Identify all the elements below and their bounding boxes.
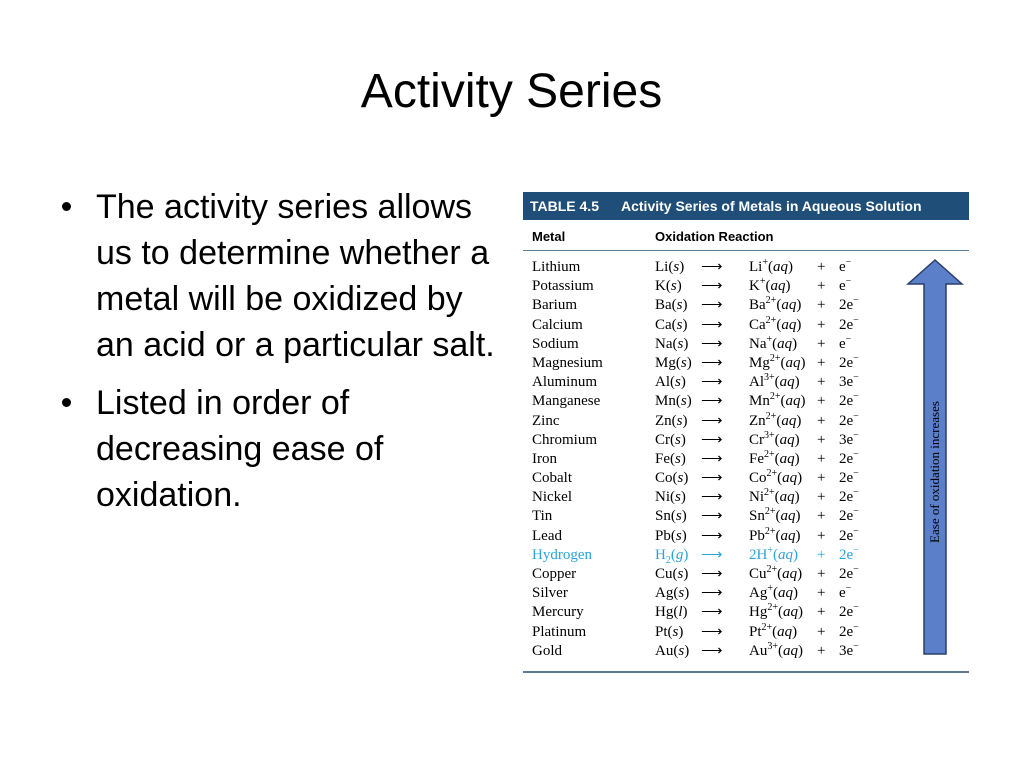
- table-caption: Activity Series of Metals in Aqueous Solution: [621, 198, 922, 214]
- reactant-state: s: [676, 316, 683, 333]
- reactant: Fe(s): [655, 450, 686, 467]
- reactant-state: s: [676, 297, 683, 314]
- table-row: [523, 642, 969, 661]
- product-charge: 2+: [765, 410, 777, 422]
- metal-name: Manganese: [532, 393, 601, 410]
- product-state: aq: [780, 508, 796, 525]
- electrons: e−: [839, 276, 852, 295]
- bullet-dot-icon: [62, 398, 71, 407]
- electron-charge: −: [853, 525, 859, 537]
- reactant: Au(s): [655, 642, 690, 659]
- product: K+(aq): [749, 276, 791, 295]
- electrons: 2e−: [839, 314, 859, 333]
- reactant: Ag(s): [655, 585, 690, 602]
- reactant: Co(s): [655, 470, 689, 487]
- electrons: 2e−: [839, 487, 859, 506]
- activity-series-table: [523, 192, 969, 674]
- product-charge: 2+: [765, 295, 777, 307]
- electrons: 2e−: [839, 621, 859, 640]
- electrons: 2e−: [839, 602, 859, 621]
- reactant-state: g: [675, 546, 684, 563]
- product-charge: 3+: [764, 429, 775, 441]
- product-state: aq: [770, 278, 786, 295]
- product-state: aq: [781, 297, 797, 314]
- table-row: [523, 546, 969, 565]
- reaction-arrow-icon: ⟶: [701, 297, 722, 314]
- electron-charge: −: [853, 621, 859, 633]
- arrow-label: Ease of oxidation increases: [927, 401, 942, 543]
- product-state: aq: [782, 566, 798, 582]
- electrons: 2e−: [839, 564, 859, 582]
- table-row: [523, 412, 969, 431]
- product: Na+(aq): [749, 333, 798, 352]
- reaction-arrow-icon: ⟶: [701, 527, 722, 544]
- metal-name: Barium: [532, 297, 577, 314]
- table-row: [523, 450, 969, 469]
- reactant-state: s: [677, 566, 684, 582]
- product-charge: 2+: [769, 352, 781, 364]
- product: 2H+(aq): [749, 544, 798, 563]
- electron-charge: −: [853, 506, 859, 518]
- reactant: Pt(s): [655, 623, 684, 640]
- electron-charge: −: [853, 602, 859, 614]
- plus-sign: +: [817, 278, 826, 295]
- product-state: aq: [779, 489, 795, 506]
- reaction-arrow-icon: ⟶: [701, 431, 722, 448]
- product-state: aq: [779, 374, 795, 391]
- product-charge: 2+: [764, 487, 775, 499]
- reactant: Na(s): [655, 335, 689, 352]
- plus-sign: +: [817, 585, 826, 602]
- table-row: [523, 623, 969, 642]
- electrons: 2e−: [839, 544, 859, 563]
- plus-sign: +: [817, 412, 826, 429]
- product-state: aq: [779, 450, 795, 467]
- electrons: 2e−: [839, 295, 859, 314]
- product: $Ca^{2+}(aq)$: [749, 314, 802, 333]
- table-row: [523, 258, 969, 277]
- reactant: Ca(s): [655, 316, 688, 333]
- table-bottom-rule: [523, 671, 969, 673]
- electron-charge: −: [853, 429, 859, 441]
- reactant-state: s: [672, 623, 679, 640]
- metal-name: Iron: [532, 450, 557, 467]
- reaction-arrow-icon: ⟶: [701, 412, 722, 429]
- product: $Pb^{2+}(aq)$: [749, 525, 801, 544]
- product-charge: 2+: [764, 506, 776, 518]
- column-header-reaction: Oxidation Reaction: [655, 229, 774, 244]
- plus-sign: +: [817, 374, 826, 391]
- plus-sign: +: [817, 470, 826, 487]
- metal-name: Mercury: [532, 604, 584, 621]
- product-state: aq: [781, 316, 797, 333]
- product-charge: 2+: [761, 621, 773, 633]
- product: $Co^{2+}(aq)$: [749, 468, 803, 487]
- plus-sign: +: [817, 566, 826, 582]
- plus-sign: +: [817, 527, 826, 544]
- reactant-state: s: [680, 354, 687, 371]
- electron-charge: −: [853, 314, 859, 326]
- electron-charge: −: [853, 448, 859, 460]
- reactant-state: s: [670, 278, 677, 295]
- product: Ag+(aq): [749, 583, 798, 602]
- product-state: aq: [777, 335, 793, 352]
- reactant-state: s: [675, 431, 681, 448]
- reactant-state: s: [675, 450, 681, 467]
- reaction-arrow-icon: ⟶: [701, 393, 722, 410]
- product: $Mn^{2+}(aq)$: [749, 391, 806, 410]
- bullet-item: [60, 184, 500, 368]
- electron-charge: −: [845, 257, 852, 268]
- product-state: aq: [782, 470, 798, 487]
- metal-name: Nickel: [532, 489, 572, 506]
- reactant: Zn(s): [655, 412, 688, 429]
- reaction-arrow-icon: ⟶: [701, 470, 722, 487]
- product-charge: +: [767, 583, 773, 595]
- metal-name: Platinum: [532, 623, 587, 640]
- electrons: e−: [839, 333, 852, 352]
- product: Li+(aq): [749, 257, 793, 275]
- slide-title: Activity Series: [360, 65, 663, 118]
- product-charge: 2+: [764, 525, 776, 537]
- table-row: [523, 277, 969, 296]
- electron-charge: −: [853, 352, 859, 364]
- electrons: 2e−: [839, 352, 859, 371]
- reaction-arrow-icon: ⟶: [701, 546, 722, 563]
- product-state: aq: [777, 623, 793, 640]
- product-state: aq: [781, 412, 797, 429]
- product-state: aq: [777, 546, 793, 563]
- metal-name: Lithium: [532, 259, 581, 275]
- metal-name: Lead: [532, 527, 562, 544]
- plus-sign: +: [817, 431, 826, 448]
- metal-name: Calcium: [532, 316, 583, 333]
- electrons: 3e−: [839, 429, 859, 448]
- metal-name: Potassium: [532, 278, 594, 295]
- product-state: aq: [772, 259, 788, 275]
- reaction-arrow-icon: ⟶: [701, 623, 722, 640]
- electron-charge: −: [853, 487, 859, 499]
- table-row: [523, 335, 969, 354]
- column-headers: [523, 220, 969, 251]
- product-charge: +: [766, 333, 773, 345]
- reactant-state: s: [675, 489, 681, 506]
- reactant: Hg(l): [655, 604, 688, 621]
- plus-sign: +: [817, 259, 826, 275]
- electrons: 2e−: [839, 410, 859, 429]
- electron-charge: −: [845, 333, 852, 345]
- product-charge: 2+: [769, 391, 781, 403]
- reactant-state: s: [675, 508, 682, 525]
- product: $Ba^{2+}(aq)$: [749, 295, 802, 314]
- plus-sign: +: [817, 546, 826, 563]
- product-state: aq: [782, 642, 798, 659]
- reactant: Sn(s): [655, 508, 687, 525]
- plus-sign: +: [817, 604, 826, 621]
- plus-sign: +: [817, 354, 826, 371]
- electrons: 3e−: [839, 372, 859, 391]
- plus-sign: +: [817, 335, 826, 352]
- plus-sign: +: [817, 393, 826, 410]
- product: $Ni^{2+}(aq)$: [749, 487, 800, 506]
- electron-charge: −: [853, 391, 859, 403]
- metal-name: Hydrogen: [532, 546, 592, 563]
- plus-sign: +: [817, 489, 826, 506]
- metal-name: Copper: [532, 566, 577, 582]
- product-charge: 2+: [767, 602, 778, 614]
- bullet-text: Listed in order of decreasing ease of oxidation.: [96, 384, 384, 514]
- product-charge: 2+: [766, 564, 778, 575]
- product-charge: 3+: [764, 372, 775, 384]
- column-header-metal: Metal: [532, 229, 566, 244]
- product-state: aq: [782, 604, 798, 621]
- reaction-arrow-icon: ⟶: [701, 489, 722, 506]
- reactant: $H_2(g)$: [655, 546, 689, 566]
- electron-charge: −: [853, 410, 859, 422]
- reactant-state: s: [675, 527, 682, 544]
- reaction-arrow-icon: ⟶: [701, 278, 722, 295]
- reactant-state: s: [673, 259, 680, 275]
- reaction-arrow-icon: ⟶: [701, 354, 722, 371]
- plus-sign: +: [817, 450, 826, 467]
- table-row: [523, 392, 969, 411]
- product-state: aq: [777, 585, 793, 602]
- electron-charge: −: [845, 276, 852, 288]
- reactant: Cu(s): [655, 566, 689, 582]
- reactant-state: s: [676, 412, 683, 429]
- metal-name: Tin: [532, 508, 553, 525]
- table-body: [523, 258, 969, 661]
- table-number: TABLE 4.5: [530, 198, 599, 214]
- table-row: [523, 296, 969, 315]
- product: $Al^{3+}(aq)$: [749, 372, 800, 391]
- electron-charge: −: [853, 564, 859, 575]
- plus-sign: +: [817, 316, 826, 333]
- plus-sign: +: [817, 508, 826, 525]
- table-row: [523, 316, 969, 335]
- product-state: aq: [785, 393, 801, 410]
- bullet-list: [60, 184, 500, 530]
- reaction-arrow-icon: ⟶: [701, 335, 722, 352]
- product-charge: 2+: [766, 468, 778, 480]
- reaction-arrow-icon: ⟶: [701, 642, 722, 659]
- plus-sign: +: [817, 642, 826, 659]
- table-row: [523, 565, 969, 584]
- plus-sign: +: [817, 623, 826, 640]
- product-charge: 2+: [764, 448, 775, 460]
- reactant: Li(s): [655, 259, 685, 275]
- product: $Fe^{2+}(aq)$: [749, 448, 800, 467]
- product-state: aq: [779, 431, 795, 448]
- product-charge: 2+: [765, 314, 777, 326]
- electrons: e−: [839, 257, 852, 275]
- table-row: [523, 507, 969, 526]
- reactant-state: s: [677, 335, 684, 352]
- product: $Au^{3+}(aq)$: [749, 640, 803, 659]
- table-row: [523, 354, 969, 373]
- product-charge: 3+: [767, 640, 778, 652]
- reactant-state: s: [680, 393, 687, 410]
- product: $Zn^{2+}(aq)$: [749, 410, 802, 429]
- product-state: aq: [785, 354, 801, 371]
- electrons: 2e−: [839, 525, 859, 544]
- reaction-arrow-icon: ⟶: [701, 585, 722, 602]
- electrons: e−: [839, 583, 852, 602]
- plus-sign: +: [817, 297, 826, 314]
- electrons: 2e−: [839, 391, 859, 410]
- reactant: Cr(s): [655, 431, 686, 448]
- product: $Pt^{2+}(aq)$: [749, 621, 798, 640]
- bullet-dot-icon: [62, 202, 71, 211]
- reactant-state: s: [678, 585, 685, 602]
- reactant-state: l: [678, 604, 683, 621]
- electron-charge: −: [853, 295, 859, 307]
- reactant: Al(s): [655, 374, 686, 391]
- reaction-arrow-icon: ⟶: [701, 604, 722, 621]
- electron-charge: −: [853, 544, 859, 556]
- metal-name: Chromium: [532, 431, 598, 448]
- product-state: aq: [780, 527, 796, 544]
- reactant-state: s: [678, 642, 685, 659]
- product-charge: +: [767, 544, 773, 556]
- product: $Cr^{3+}(aq)$: [749, 429, 800, 448]
- electron-charge: −: [853, 640, 859, 652]
- reactant-state: s: [675, 374, 681, 391]
- reactant: Mn(s): [655, 393, 692, 410]
- bullet-item: [60, 380, 500, 518]
- bullet-text: The activity series allows us to determine whether a metal will be oxidized by an acid or a particular salt.: [96, 188, 495, 364]
- reactant: Ba(s): [655, 297, 688, 314]
- reaction-arrow-icon: ⟶: [701, 316, 722, 333]
- reactant: K(s): [655, 278, 682, 295]
- metal-name: Gold: [532, 642, 562, 659]
- reactant: Ni(s): [655, 489, 686, 506]
- metal-name: Aluminum: [532, 374, 598, 391]
- electron-charge: −: [845, 583, 852, 595]
- product-charge: +: [762, 257, 768, 268]
- product: $Mg^{2+}(aq)$: [749, 352, 806, 371]
- electron-charge: −: [853, 468, 859, 480]
- electrons: 2e−: [839, 468, 859, 487]
- reaction-arrow-icon: ⟶: [701, 508, 722, 525]
- electron-charge: −: [853, 372, 859, 384]
- metal-name: Zinc: [532, 412, 560, 429]
- table-row: [523, 527, 969, 546]
- reactant-subscript: 2: [665, 554, 671, 566]
- electrons: 3e−: [839, 640, 859, 659]
- table-row: [523, 469, 969, 488]
- table-row: [523, 373, 969, 392]
- reaction-arrow-icon: ⟶: [701, 374, 722, 391]
- table-caption-bar: [523, 192, 969, 220]
- product-charge: +: [759, 276, 766, 288]
- product: $Sn^{2+}(aq)$: [749, 506, 801, 525]
- product: $Cu^{2+}(aq)$: [749, 564, 803, 582]
- table-row: [523, 584, 969, 603]
- metal-name: Sodium: [532, 335, 579, 352]
- reaction-arrow-icon: ⟶: [701, 566, 722, 582]
- electrons: 2e−: [839, 506, 859, 525]
- table-row: [523, 488, 969, 507]
- reactant-state: s: [677, 470, 684, 487]
- table-row: [523, 431, 969, 450]
- electrons: 2e−: [839, 448, 859, 467]
- product: $Hg^{2+}(aq)$: [749, 602, 803, 621]
- table-row: [523, 603, 969, 622]
- reactant: Mg(s): [655, 354, 692, 371]
- reactant: Pb(s): [655, 527, 687, 544]
- reaction-arrow-icon: ⟶: [701, 259, 722, 275]
- metal-name: Cobalt: [532, 470, 572, 487]
- reaction-arrow-icon: ⟶: [701, 450, 722, 467]
- metal-name: Silver: [532, 585, 568, 602]
- metal-name: Magnesium: [532, 354, 603, 371]
